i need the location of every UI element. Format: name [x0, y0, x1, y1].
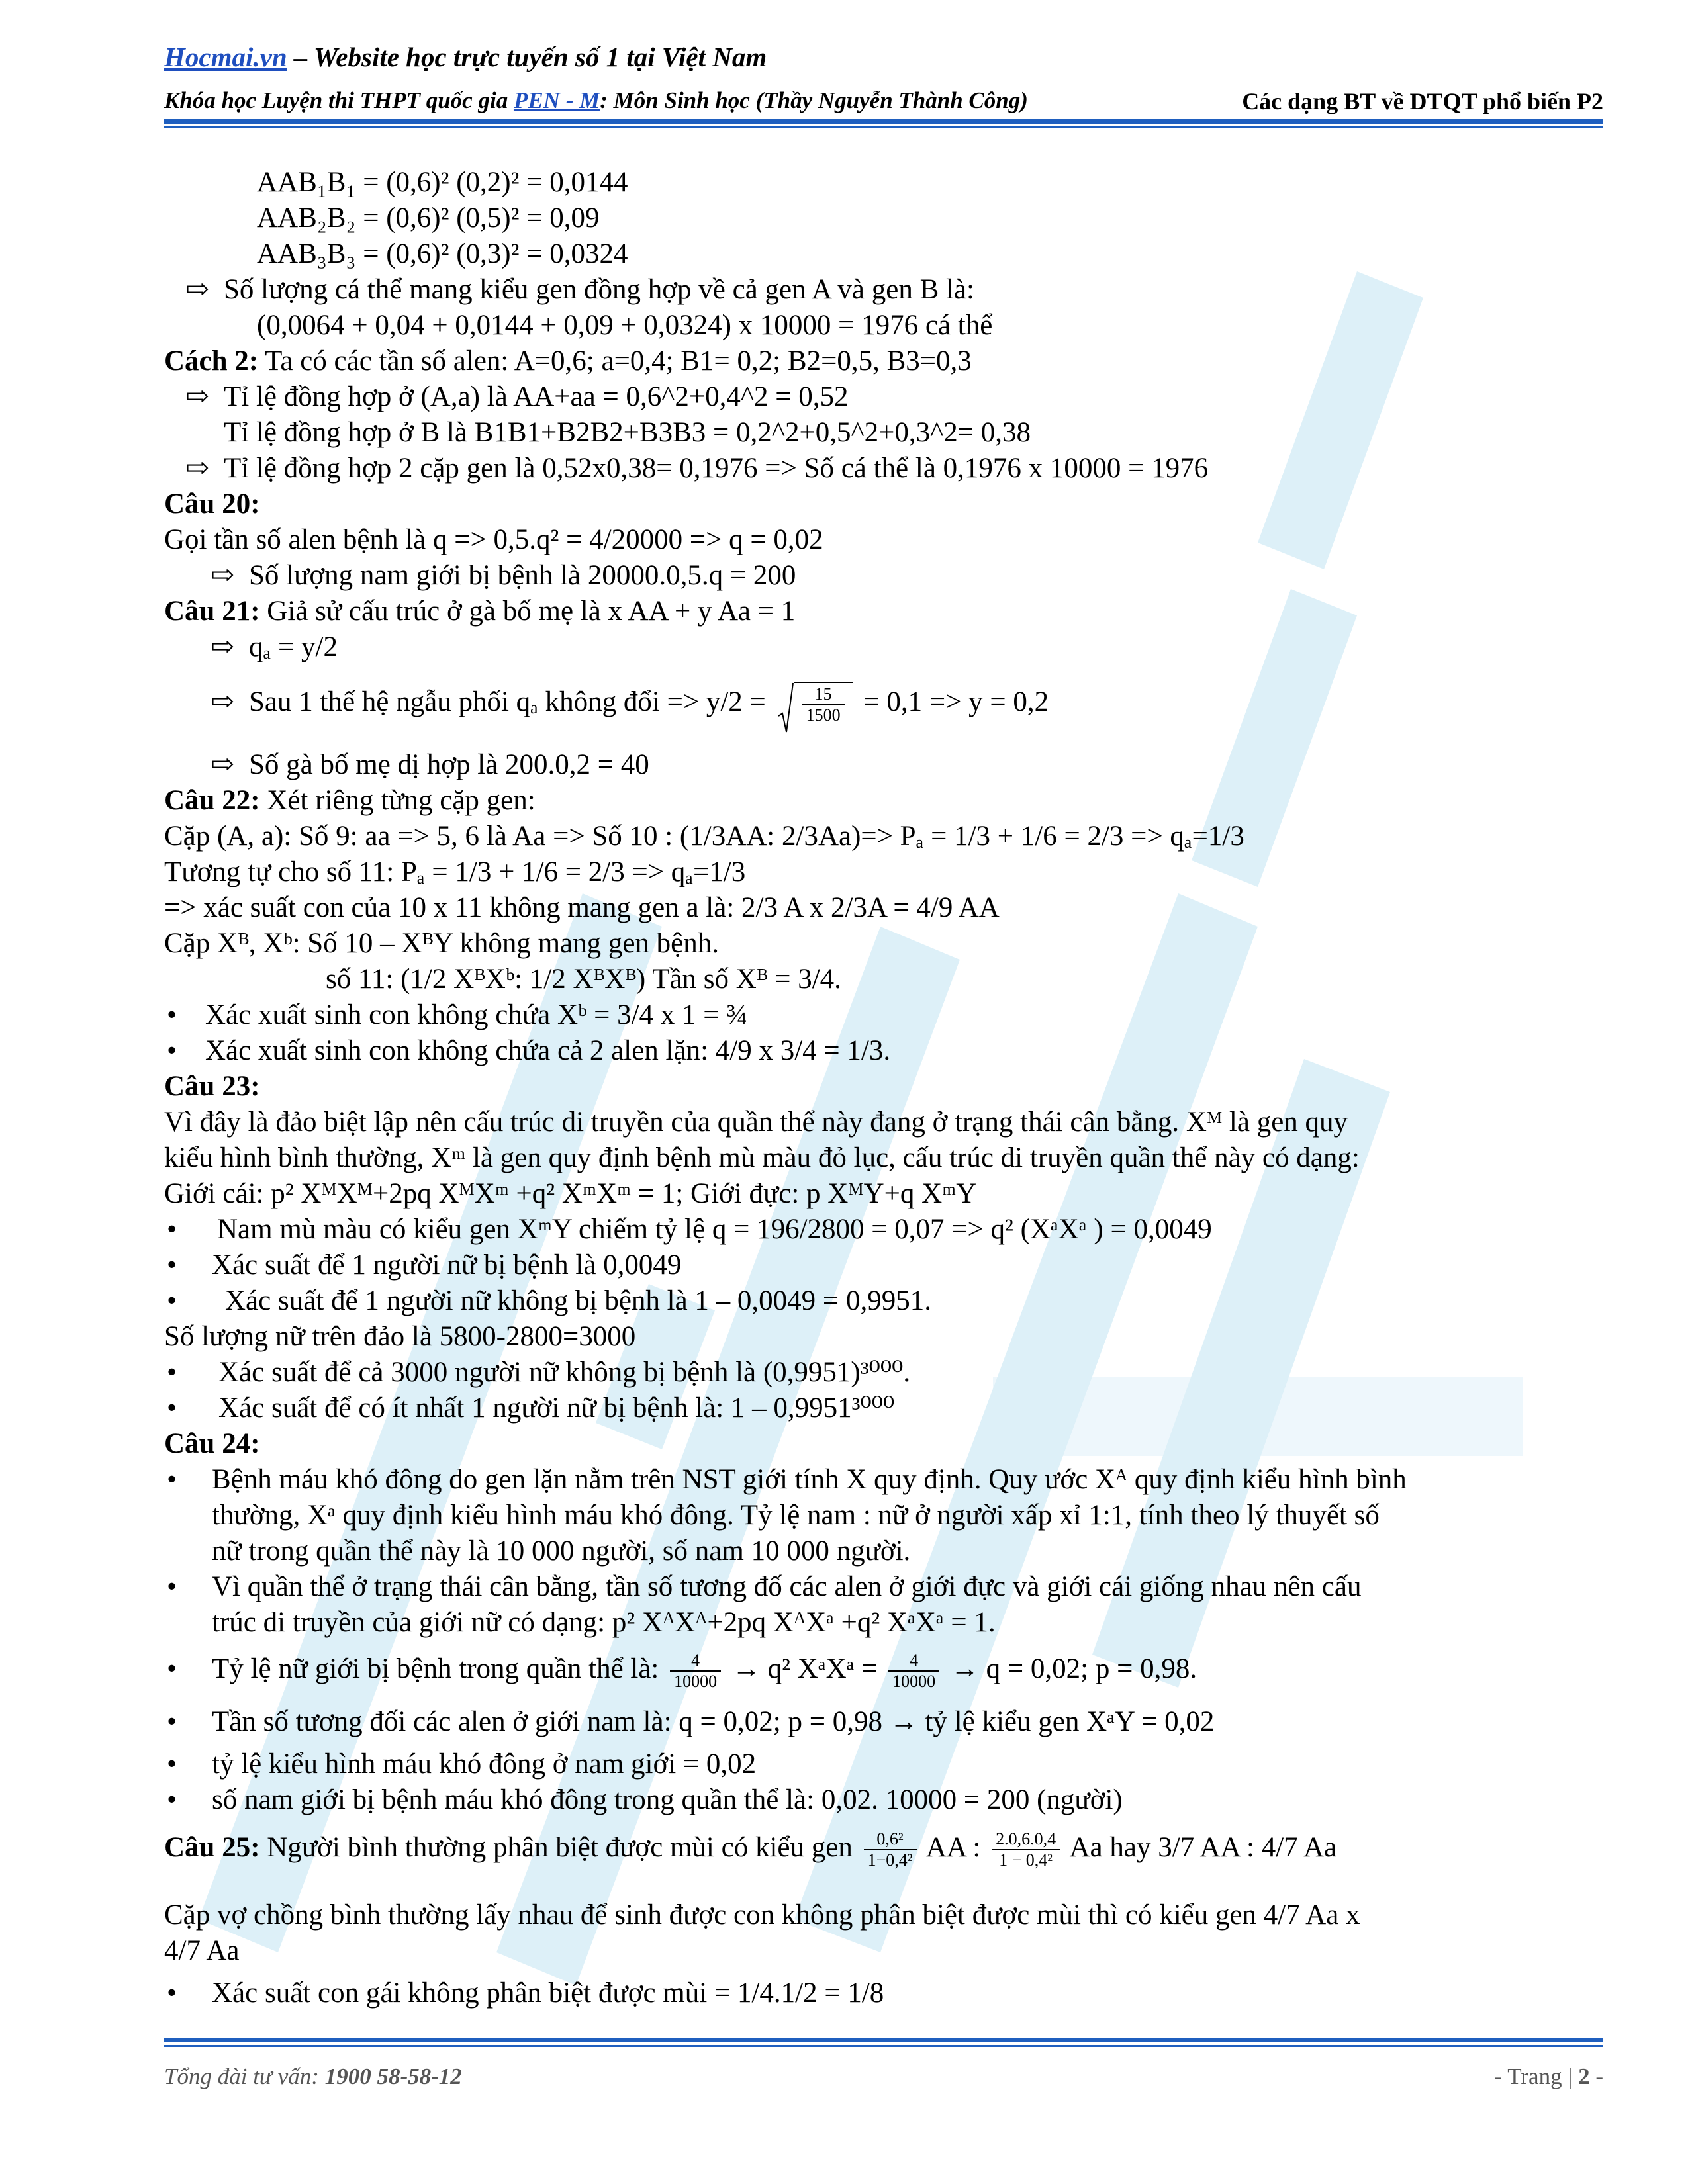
footer-page-number: [1494, 2064, 1603, 2090]
bold-label: Cách 2:: [164, 345, 259, 377]
arrow-icon: ⇨: [211, 560, 235, 591]
text: Xác xuất sinh con không chứa Xᵇ = 3/4 x 1 = ¾: [205, 999, 748, 1030]
bullet-icon: •: [167, 1357, 177, 1388]
text: Xác xuất sinh con không chứa cả 2 alen lặn: 4/9 x 3/4 = 1/3.: [205, 1035, 891, 1066]
text: Số lượng nam giới bị bệnh là 20000.0,5.q = 200: [249, 560, 796, 591]
bullet-icon: •: [167, 1706, 177, 1737]
text: Nam mù màu có kiểu gen XᵐY chiếm tỷ lệ q = 196/2800 = 0,07 => q² (XᵃXᵃ ) = 0,0049: [217, 1214, 1212, 1245]
arrow-icon: ⇨: [185, 381, 210, 412]
text-line: Giới cái: p² XᴹXᴹ+2pq XᴹXᵐ +q² XᵐXᵐ = 1; Giới đực: p XᴹY+q XᵐY: [164, 1178, 977, 1209]
bullet-icon: •: [167, 1978, 177, 2009]
bullet-icon: •: [167, 999, 177, 1030]
list-item: [167, 1463, 1407, 1497]
question-heading: Câu 25:: [164, 1831, 260, 1863]
fraction-denominator: 1500: [806, 705, 841, 725]
text: Xác suất để 1 người nữ không bị bệnh là 1 – 0,0049 = 0,9951.: [225, 1285, 931, 1316]
arrow-line: [185, 451, 1208, 486]
text: Tỉ lệ đồng hợp ở (A,a) là AA+aa = 0,6^2+0,4^2 = 0,52: [224, 381, 849, 412]
text-line: [164, 344, 972, 379]
bullet-icon: •: [167, 1749, 177, 1780]
fraction-denominator: 1−0,4²: [867, 1850, 913, 1870]
list-item: [167, 1248, 681, 1283]
list-item: [167, 1391, 894, 1426]
arrow-icon: ⇨: [185, 453, 210, 484]
text: = 0,1 => y = 0,2: [856, 686, 1049, 717]
header-rule-thick: [164, 119, 1603, 124]
question-heading: Câu 22:: [164, 785, 260, 816]
text: qₐ = y/2: [249, 631, 338, 662]
footer-rule-thin: [164, 2045, 1603, 2047]
text: Tỷ lệ nữ giới bị bệnh trong quần thể là:: [212, 1653, 667, 1684]
list-item: [167, 1284, 931, 1318]
text: Xác suất để cả 3000 người nữ không bị bệnh là (0,9951)³⁰⁰⁰.: [218, 1357, 911, 1388]
text: Tỉ lệ đồng hợp 2 cặp gen là 0,52x0,38= 0,1976 => Số cá thể là 0,1976 x 10000 = 1976: [224, 453, 1209, 484]
text-line: AAB₃B₃ = (0,6)² (0,3)² = 0,0324: [257, 238, 628, 269]
text: Giả sử cấu trúc ở gà bố mẹ là x AA + y Aa = 1: [259, 596, 796, 627]
arrow-line: [211, 748, 649, 782]
text-line: Vì đây là đảo biệt lập nên cấu trúc di truyền của quần thể này đang ở trạng thái cân bằng. Xᴹ là gen quy: [164, 1107, 1348, 1138]
list-item: [167, 1651, 1197, 1692]
text-line: số 11: (1/2 XᴮXᵇ: 1/2 XᴮXᴮ) Tần số Xᴮ = 3/4.: [326, 964, 841, 995]
text: Sau 1 thế hệ ngẫu phối qₐ không đổi => y/2 =: [249, 686, 773, 717]
text-line: Tương tự cho số 11: Pₐ = 1/3 + 1/6 = 2/3 => qₐ=1/3: [164, 856, 746, 887]
question-heading: Câu 21:: [164, 596, 260, 627]
list-item: [167, 1705, 1214, 1739]
arrow-line: [211, 559, 796, 593]
list-item: [167, 1034, 890, 1068]
text-line: [164, 784, 536, 818]
footer-rule-thick: [164, 2038, 1603, 2042]
bullet-icon: •: [167, 1214, 177, 1245]
text-line: AAB₂B₂ = (0,6)² (0,5)² = 0,09: [257, 203, 600, 234]
question-heading: Câu 20:: [164, 488, 260, 520]
list-item: [167, 998, 748, 1032]
text: Ta có các tần số alen: A=0,6; a=0,4; B1= 0,2; B2=0,5, B3=0,3: [258, 345, 972, 377]
text-line: nữ trong quần thể này là 10 000 người, số nam 10 000 người.: [212, 1535, 911, 1567]
bullet-icon: •: [167, 1571, 177, 1602]
arrow-icon: ⇨: [211, 686, 235, 717]
sqrt-icon: [777, 682, 794, 735]
fraction-numerator: 4: [670, 1651, 721, 1672]
text-line: [164, 594, 795, 629]
arrow-line: [185, 273, 974, 307]
bullet-icon: •: [167, 1784, 177, 1815]
text: Xác suất con gái không phân biệt được mùi = 1/4.1/2 = 1/8: [212, 1978, 884, 2009]
site-link[interactable]: Hocmai.vn: [164, 42, 287, 72]
text-line: Cặp (A, a): Số 9: aa => 5, 6 là Aa => Số 10 : (1/3AA: 2/3Aa)=> Pₐ = 1/3 + 1/6 = 2/3 => qₐ=1/3: [164, 821, 1244, 852]
text: Aa hay 3/7 AA : 4/7 Aa: [1064, 1831, 1337, 1863]
text: Xét riêng từng cặp gen:: [259, 785, 536, 816]
text: Xác suất để có ít nhất 1 người nữ bị bệnh là: 1 – 0,9951³⁰⁰⁰: [218, 1392, 895, 1424]
list-item: [167, 1783, 1123, 1817]
text: Vì quần thể ở trạng thái cân bằng, tần số tương đố các alen ở giới đực và giới cái giống nhau nên cấu: [212, 1571, 1362, 1602]
fraction-denominator: 10000: [674, 1672, 718, 1691]
text: Tần số tương đối các alen ở giới nam là: q = 0,02; p = 0,98 → tỷ lệ kiểu gen XᵃY = 0,02: [212, 1706, 1215, 1737]
header-site-line: [164, 41, 767, 73]
course-pen-link[interactable]: PEN - M: [513, 87, 600, 113]
course-suffix: : Môn Sinh học (Thầy Nguyễn Thành Công): [600, 87, 1028, 113]
page-num: 2: [1578, 2064, 1590, 2089]
text: → q² XᵃXᵃ =: [725, 1653, 885, 1684]
text-line: Cặp vợ chồng bình thường lấy nhau để sinh được con không phân biệt được mùi thì có kiểu gen 4/7 Aa x: [164, 1899, 1360, 1931]
fraction-denominator: 10000: [892, 1672, 936, 1691]
text-line: => xác suất con của 10 x 11 không mang gen a là: 2/3 A x 2/3A = 4/9 AA: [164, 892, 1000, 923]
arrow-line: [211, 682, 1049, 727]
list-item: [167, 1976, 884, 2011]
list-item: [167, 1747, 756, 1782]
text-line: trúc di truyền của giới nữ có dạng: p² XᴬXᴬ+2pq XᴬXᵃ +q² XᵃXᵃ = 1.: [212, 1607, 996, 1638]
text: Người bình thường phân biệt được mùi có kiểu gen: [259, 1831, 860, 1863]
arrow-line: [211, 630, 338, 664]
text: AA :: [920, 1831, 988, 1863]
topic-title: Các dạng BT về DTQT phổ biến P2: [1242, 88, 1603, 114]
fraction-numerator: 15: [802, 684, 845, 705]
text-line: Số lượng nữ trên đảo là 5800-2800=3000: [164, 1321, 636, 1352]
text-line: Tỉ lệ đồng hợp ở B là B1B1+B2B2+B3B3 = 0,2^2+0,5^2+0,3^2= 0,38: [224, 417, 1031, 448]
bullet-icon: •: [167, 1392, 177, 1424]
list-item: [167, 1212, 1212, 1247]
header-rule-thin: [164, 126, 1603, 128]
text: số nam giới bị bệnh máu khó đông trong quần thể là: 0,02. 10000 = 200 (người): [212, 1784, 1123, 1815]
text: Số lượng cá thể mang kiểu gen đồng hợp về cả gen A và gen B là:: [224, 274, 974, 305]
course-prefix: Khóa học Luyện thi THPT quốc gia: [164, 87, 514, 113]
fraction-numerator: 2.0,6.0,4: [992, 1829, 1060, 1850]
page-suffix: -: [1589, 2064, 1603, 2089]
bullet-icon: •: [167, 1035, 177, 1066]
hotline-label: Tổng đài tư vấn:: [164, 2064, 325, 2089]
fraction-numerator: 4: [888, 1651, 939, 1672]
question-heading: Câu 23:: [164, 1071, 260, 1102]
sqrt-expression: [777, 682, 853, 727]
bullet-icon: •: [167, 1653, 177, 1684]
text: tỷ lệ kiểu hình máu khó đông ở nam giới = 0,02: [212, 1749, 757, 1780]
text: Xác suất để 1 người nữ bị bệnh là 0,0049: [212, 1250, 682, 1281]
hotline-number: 1900 58-58-12: [324, 2064, 462, 2089]
text-line: [164, 1829, 1336, 1870]
text-line: thường, Xᵃ quy định kiểu hình máu khó đông. Tỷ lệ nam : nữ ở người xấp xỉ 1:1, tính theo lý thuyết số: [212, 1500, 1380, 1531]
fraction-denominator: 1 − 0,4²: [999, 1850, 1053, 1870]
list-item: [167, 1570, 1361, 1604]
text-line: kiểu hình bình thường, Xᵐ là gen quy định bệnh mù màu đỏ lục, cấu trúc di truyền quần thể này có dạng:: [164, 1142, 1360, 1173]
text-line: Cặp Xᴮ, Xᵇ: Số 10 – XᴮY không mang gen bệnh.: [164, 928, 720, 959]
footer-hotline: [164, 2064, 462, 2090]
arrow-line: [185, 380, 849, 414]
list-item: [167, 1355, 910, 1390]
arrow-icon: ⇨: [185, 274, 210, 305]
arrow-icon: ⇨: [211, 749, 235, 780]
course-line: [164, 87, 1028, 114]
bullet-icon: •: [167, 1464, 177, 1495]
text-line: Gọi tần số alen bệnh là q => 0,5.q² = 4/20000 => q = 0,02: [164, 524, 823, 555]
question-heading: Câu 24:: [164, 1428, 260, 1459]
site-tagline: – Website học trực tuyến số 1 tại Việt Nam: [287, 42, 767, 72]
text-line: AAB₁B₁ = (0,6)² (0,2)² = 0,0144: [257, 167, 628, 198]
text: Bệnh máu khó đông do gen lặn nằm trên NST giới tính X quy định. Quy ước Xᴬ quy định kiểu hình bình: [212, 1464, 1407, 1495]
bullet-icon: •: [167, 1250, 177, 1281]
bullet-icon: •: [167, 1285, 177, 1316]
page-prefix: - Trang |: [1494, 2064, 1579, 2089]
text-line: 4/7 Aa: [164, 1935, 240, 1966]
text: Số gà bố mẹ dị hợp là 200.0,2 = 40: [249, 749, 649, 780]
text: → q = 0,02; p = 0,98.: [943, 1653, 1197, 1684]
fraction-numerator: 0,6²: [864, 1829, 917, 1850]
arrow-icon: ⇨: [211, 631, 235, 662]
text-line: (0,0064 + 0,04 + 0,0144 + 0,09 + 0,0324) x 10000 = 1976 cá thể: [257, 310, 993, 341]
